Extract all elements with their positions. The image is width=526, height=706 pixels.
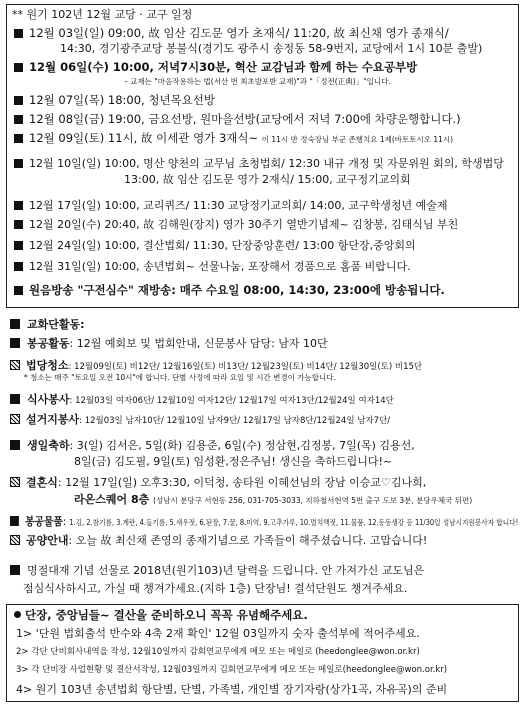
reminder-title: 단장, 중앙님들~ 결산을 준비하오니 꼭꼭 유념해주세요. — [14, 610, 308, 622]
hatched-bullet-icon — [10, 414, 20, 424]
bullet-icon — [10, 394, 20, 404]
hatched-bullet-icon — [10, 535, 20, 545]
schedule-item: 12월 10일(일) 10:00, 명산 양천의 교무님 초청법회/ 12:30 내규 개정 및 자문위원 회의, 학생법당 — [14, 158, 504, 169]
broadcast-notice: 원음방송 "구전심수" 재방송: 매주 수요일 08:00, 14:30, 23:00에 방송됩니다. — [14, 285, 445, 297]
schedule-header: ** 원기 102년 12월 교당 · 교구 일정 — [12, 8, 193, 21]
reminder-item: 2> 각단 단비회사내역을 작성, 12월10일까지 감회연교무에게 메모 또는 메일로 (heedonglee@won.or.kr) — [16, 647, 420, 657]
notice-item: 법당청소: 12월09일(토) 비12단/ 12월16일(토) 비13단/ 12월23일(토) 비14단/ 12월30일(토) 비15단 — [10, 360, 422, 372]
dot-icon — [14, 611, 21, 618]
calendar-notice-cont: 점심식사하시고, 가실 때 챙겨가세요.(지하 1층) 단장님! 결석단원도 챙겨주세요. — [23, 582, 408, 595]
schedule-item: 12월 07일(목) 18:00, 청년목요선방 — [14, 95, 215, 107]
notice-item: 공양안내: 오늘 故 최신채 존영의 종재기념으로 가족들이 해주셨습니다. 고맙습니다! — [10, 535, 427, 546]
notice-item: 설거지봉사: 12월03일 남자10단/ 12월10일 남자9단/ 12월17일 남자8단/12월24일 남자7단/ — [10, 414, 390, 426]
bullet-icon — [14, 201, 23, 210]
reminder-item: 4> 원기 103년 송년법회 항단별, 단별, 가족별, 개인별 장기자랑(상가1곡, 자유곡)의 준비 — [16, 683, 448, 696]
notice-item: 봉공활동: 12월 예회보 및 법회안내, 신문봉사 담당: 남자 10단 — [10, 338, 328, 349]
schedule-item: 12월 03일(일) 09:00, 故 임산 김도문 영가 초재식/ 11:20, 故 최신채 영가 종재식/ — [14, 28, 449, 40]
bullet-icon — [14, 96, 23, 105]
notice-item: 식사봉사: 12월03일 여자06단/ 12월10일 여자12단/ 12월17일 여자13단/12월24일 여자14단 — [10, 394, 394, 406]
notice-item: 봉공물품: 1.김, 2.참기름, 3.계란, 4.들기름, 5.새우젓, 6.된장, 7.꿀, 8.미역, 9.고추가루, 10.멸치액젓, 11.물품, 12.동동생강 등 11/30일 성남시지원봉사자 합니다! — [10, 516, 518, 527]
schedule-item: 12월 17일(일) 10:00, 교리퀴즈/ 11:30 교당정기교의회/ 14:00, 교구학생청년 예술제 — [14, 200, 447, 211]
bullet-icon — [10, 440, 20, 450]
schedule-item: 12월 09일(토) 11시, 故 이세관 영가 3재식~ 이 11시 반 정숙장님 부군 존행치요 1제(바토토시오 11시) — [14, 133, 453, 145]
bullet-icon — [10, 516, 19, 526]
schedule-item: 12월 24일(일) 10:00, 결산법회/ 11:30, 단장중앙훈련/ 13:00 항단장,중앙회의 — [14, 240, 416, 251]
schedule-item-cont: 13:00, 故 임산 김도문 영가 2재식/ 15:00, 교구정기교의회 — [124, 173, 411, 186]
hatched-bullet-icon — [10, 360, 20, 370]
reminder-item: 1> '단원 법회출석 반수와 4축 2재 확인' 12월 03일까지 숫자 출석부에 적어주세요. — [16, 627, 420, 640]
bullet-icon — [10, 338, 20, 348]
bullet-icon — [10, 565, 20, 575]
schedule-item: 12월 06일(수) 10:00, 저녁7시30분, 혁산 교감님과 함께 하는 수요공부방 — [14, 62, 417, 74]
notice-item-cont: 8일(금) 김도필, 9일(토) 임성환,정은주님! 생신을 축하드립니다!~ — [74, 455, 393, 468]
bullet-icon — [14, 262, 23, 271]
reminder-item: 3> 각 단비장 사업현황 및 결산서작성, 12월03일까지 김회연교무에게 메모 또는 메일로(heedonglee@won.or.kr) — [16, 665, 448, 675]
schedule-item: 12월 20일(수) 20:40, 故 김해원(장지) 영가 30주기 열반기념제~ 김창봉, 김태식님 부친 — [14, 219, 458, 230]
hatched-bullet-icon — [10, 477, 20, 487]
bullet-icon — [14, 63, 23, 72]
schedule-item-cont: 14:30, 경기광주교당 봉불식(경기도 광주시 송정동 58-9번지, 교당에서 1시 10분 출발) — [60, 42, 483, 55]
bullet-icon — [14, 220, 23, 229]
bullet-icon — [14, 115, 23, 124]
notice-note: * 청소는 매주 "토요일 오전 10시"에 합니다. 단별 사정에 따라 요일 및 시간 변경이 가능합니다. — [24, 373, 336, 382]
schedule-item-cont: – 교재는 "마음작용하는 법(서산 번 최초발포받 교재)"과 "「정전(正典)」"입니다. — [124, 77, 391, 86]
notice-item: 생일축하: 3(일) 김서은, 5일(화) 김용준, 6일(수) 정삼현,김정봉, 7일(목) 김용선, — [10, 440, 415, 451]
notice-item-cont: 라온스퀘어 8층 (성남시 분당구 서현동 256, 031-705-3033, 지하철서현역 5번 출구 도보 3분, 분당우체국 뒤편) — [74, 493, 473, 506]
bullet-icon — [14, 159, 23, 168]
schedule-item: 12월 31일(일) 10:00, 송년법회~ 선물나눔, 포장해서 경품으로 홈품 비랍니다. — [14, 261, 411, 272]
section-title: 교화단활동: — [10, 319, 85, 330]
schedule-item: 12월 08일(금) 19:00, 금요선방, 원마을선방(교당에서 저녁 7:00에 차량운행합니다.) — [14, 114, 461, 126]
notice-item: 결혼식: 12월 17일(일) 오후3:30, 이덕청, 송타원 이혜선님의 장남 이승교♡김나희, — [10, 477, 426, 488]
section-bullet-icon — [10, 319, 20, 329]
bullet-icon — [14, 241, 23, 250]
bullet-icon — [14, 286, 23, 295]
bullet-icon — [14, 134, 23, 143]
calendar-notice: 명절대재 기념 선물로 2018년(원기103)년 달력을 드립니다. 안 가져가신 교도님은 — [10, 565, 424, 576]
bullet-icon — [14, 29, 23, 38]
